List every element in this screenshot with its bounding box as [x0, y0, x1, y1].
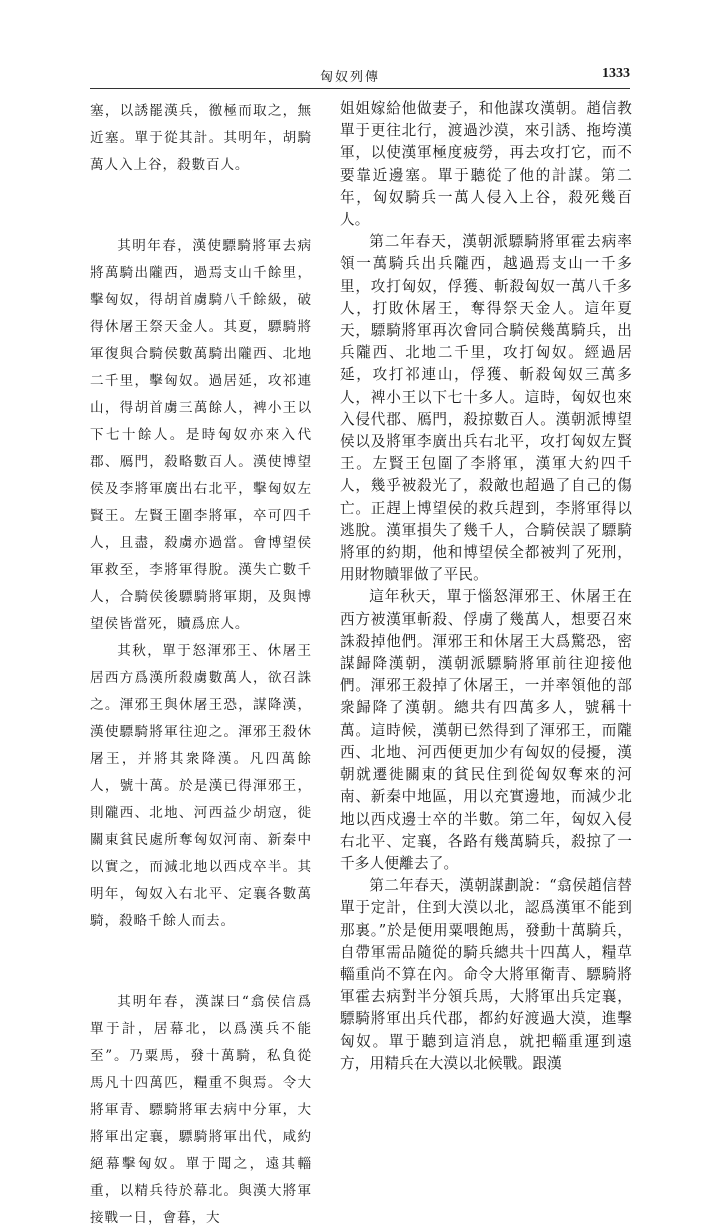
classical-paragraph-2: 其明年春，漢使驃騎將軍去病將萬騎出隴西，過焉支山千餘里，擊匈奴，得胡首虜騎八千餘級，破得休屠王祭天金人。其夏，驃騎將軍復與合騎侯數萬騎出隴西、北地二千里，擊匈奴。過居延，攻祁連山，得胡首虜三萬餘人，裨小王以下七十餘人。是時匈奴亦來入代郡、鴈門，殺略數百人。漢使博望侯及李將軍廣出右北平，擊匈奴左賢王。左賢王圍李將軍，卒可四千人，且盡，殺虜亦過當。會博望侯軍救至，李將軍得脫。漢失亡數千人，合騎侯後驃騎將軍期，及與博望侯皆當死，贖爲庶人。	[90, 238, 312, 632]
translation-paragraph-3: 這年秋天，單于惱怒渾邪王、休屠王在西方被漢軍斬殺、俘虜了幾萬人，想要召來誅殺掉他們。渾邪王和休屠王大爲驚恐，密謀歸降漢朝，漢朝派驃騎將軍前往迎接他們。渾邪王殺掉了休屠王，一并率領他的部衆歸降了漢朝。總共有四萬多人，號稱十萬。這時候，漢朝已然得到了渾邪王，而隴西、北地、河西便更加少有匈奴的侵擾，漢朝就遷徙關東的貧民住到從匈奴奪來的河南、新秦中地區，用以充實邊地，而減少北地以西戍邊士卒的半數。第二年，匈奴入侵右北平、定襄，各路有幾萬騎兵，殺掠了一千多人便離去了。	[340, 588, 632, 872]
translation-paragraph-2: 第二年春天，漢朝派驃騎將軍霍去病率領一萬騎兵出兵隴西，越過焉支山一千多里，攻打匈奴，俘獲、斬殺匈奴一萬八千多人，打敗休屠王，奪得祭天金人。這年夏天，驃騎將軍再次會同合騎侯幾萬騎兵，出兵隴西、北地二千里，攻打匈奴。經過居延，攻打祁連山，俘獲、斬殺匈奴三萬多人，裨小王以下七十多人。這時，匈奴也來入侵代郡、鴈門，殺掠數百人。漢朝派博望侯以及將軍李廣出兵右北平，攻打匈奴左賢王。左賢王包圍了李將軍，漢軍大約四千人，幾乎被殺光了，殺敵也超過了自己的傷亡。正趕上博望侯的救兵趕到，李將軍得以逃脫。漢軍損失了幾千人，合騎侯誤了驃騎將軍的約期，他和博望侯全都被判了死刑，用財物贖罪做了平民。	[340, 233, 632, 584]
classical-paragraph-3: 其秋，單于怒渾邪王、休屠王居西方爲漢所殺虜數萬人，欲召誅之。渾邪王與休屠王恐，謀降漢，漢使驃騎將軍往迎之。渾邪王殺休屠王，并將其衆降漢。凡四萬餘人，號十萬。於是漢已得渾邪王，則隴西、北地、河西益少胡寇，徙關東貧民處所奪匈奴河南、新秦中以實之，而減北地以西戍卒半。其明年，匈奴入右北平、定襄各數萬騎，殺略千餘人而去。	[90, 643, 312, 929]
running-title: 匈奴列傳	[320, 70, 381, 85]
classical-text-column	[90, 98, 312, 1232]
classical-paragraph-1: 塞，以誘罷漢兵，徼極而取之，無近塞。單于從其計。其明年，胡騎萬人入上谷，殺數百人。	[90, 103, 312, 173]
paragraph-gap	[90, 935, 312, 989]
paragraph-gap	[90, 179, 312, 233]
translation-paragraph-4: 第二年春天，漢朝謀劃說：“翕侯趙信替單于定計，住到大漠以北，認爲漢軍不能到那裏。”於是便用粟喂飽馬，發動十萬騎兵，自帶軍需品隨從的騎兵總共十四萬人，糧草輜重尚不算在內。命令大將軍衛青、驃騎將軍霍去病對半分領兵馬，大將軍出兵定襄，驃騎將軍出兵代郡，都約好渡過大漠，進擊匈奴。單于聽到這消息，就把輜重運到遠方，用精兵在大漠以北候戰。跟漢	[340, 877, 632, 1072]
translation-paragraph-1: 姐姐嫁給他做妻子，和他謀攻漢朝。趙信教單于更往北行，渡過沙漠，來引誘、拖垮漢軍，以使漢軍極度疲勞，再去攻打它，而不要靠近邊塞。單于聽從了他的計謀。第二年，匈奴騎兵一萬人侵入上谷，殺死幾百人。	[340, 100, 632, 229]
header-rule	[90, 88, 630, 89]
translation-column	[340, 98, 632, 1075]
page-number: 1333	[602, 66, 630, 81]
classical-paragraph-4: 其明年春，漢謀曰“翕侯信爲單于計，居幕北，以爲漢兵不能至”。乃粟馬，發十萬騎，私負從馬凡十四萬匹，糧重不與焉。令大將軍青、驃騎將軍去病中分軍，大將軍出定襄，驃騎將軍出代，咸約絕幕擊匈奴。單于聞之，遠其輜重，以精兵待於幕北。與漢大將軍接戰一日，會暮，大	[90, 994, 312, 1226]
page-header	[90, 66, 630, 88]
